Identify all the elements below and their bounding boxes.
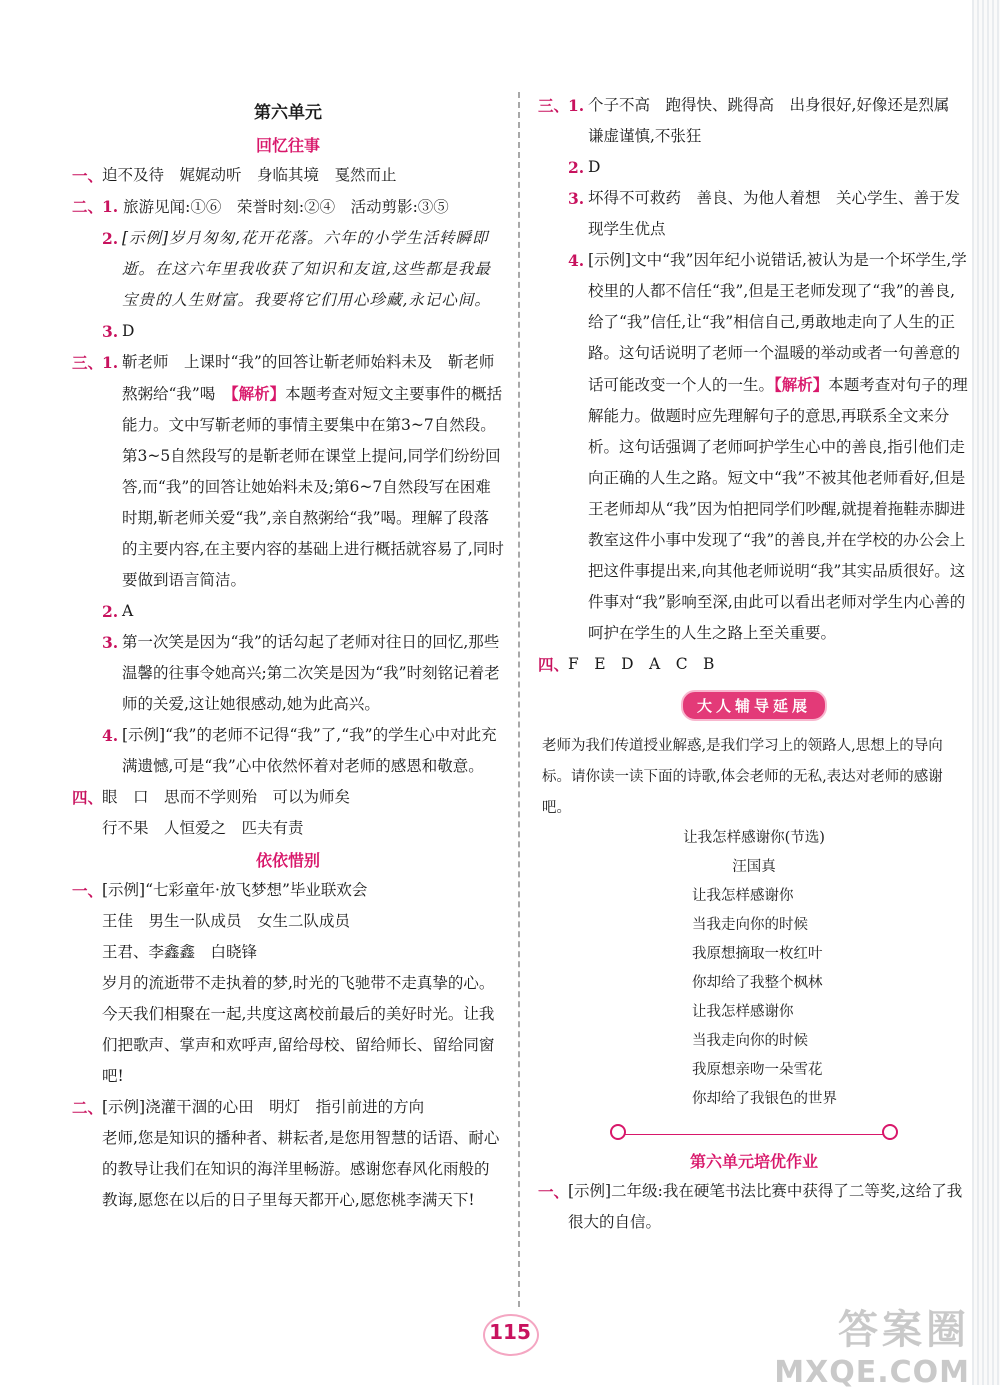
sub-number: 1. (102, 353, 119, 372)
answer-q2-1 (72, 191, 504, 223)
poem-line: 我原想摘取一枚红叶 (692, 946, 823, 962)
poem-line: 让我怎样感谢你 (692, 888, 794, 904)
answer-q3-4 (72, 720, 504, 782)
answer-text: D (122, 322, 135, 340)
question-label: 四、 (72, 788, 104, 807)
analysis-tag: 【解析】 (230, 384, 286, 403)
answer-r-q3-4 (538, 245, 970, 649)
answer-text: [示例]“我”的老师不记得“我”了,“我”的学生心中对此充满遗憾,可是“我”心中依然怀着对老师的感恩和敬意。 (122, 726, 497, 775)
answer-text: [示例]岁月匆匆,花开花落。六年的小学生活转瞬即逝。在这六年里我收获了知识和友谊,这些都是我最宝贵的人生财富。我要将它们用心珍藏,永记心间。 (122, 229, 491, 309)
answer-text: [示例]二年级:我在硬笔书法比赛中获得了二等奖,这给了我很大的自信。 (568, 1182, 963, 1231)
answer-q2-3 (72, 316, 504, 347)
sub-number: 4. (102, 726, 119, 745)
answer-line: [示例]“七彩童年·放飞梦想”毕业联欢会 (102, 881, 368, 899)
column-divider (518, 92, 520, 1307)
answer-text: F E D A C B (568, 655, 715, 673)
answer-text: 旅游见闻:①⑥ 荣誉时刻:②④ 活动剪影:③⑤ (123, 198, 449, 216)
extension-intro: 老师为我们传道授业解惑,是我们学习上的领路人,思想上的导向标。请你读一读下面的诗歌,体会老师的无私,表达对老师的感谢吧。 (542, 738, 943, 816)
sub-number: 1. (102, 197, 119, 216)
poem-line: 我原想亲吻一朵雪花 (692, 1062, 823, 1078)
answer-text (568, 245, 970, 649)
poem-line: 当我走向你的时候 (692, 1033, 808, 1049)
answer-text: 坏得不可救药 善良、为他人着想 关心学生、善于发现学生优点 (588, 189, 961, 238)
sub-number: 3. (102, 633, 119, 652)
sub-number: 3. (102, 322, 119, 341)
sub-number: 1. (568, 96, 585, 115)
watermark (774, 1298, 970, 1390)
right-column (538, 90, 970, 1238)
question-label: 四、 (538, 655, 570, 674)
answer-farewell-q2 (72, 1092, 504, 1216)
extension-box (538, 731, 970, 1135)
answer-paragraph: 岁月的流逝带不走执着的梦,时光的飞驰带不走真挚的心。今天我们相聚在一起,共度这离校前最后的美好时光。让我们把歌声、掌声和欢呼声,留给母校、留给师长、留给同窗吧! (102, 974, 495, 1085)
answer-q3-3 (72, 627, 504, 720)
answer-line: 王佳 男生一队成员 女生二队成员 (102, 912, 351, 930)
question-label: 二、 (72, 197, 104, 216)
answer-text: D (588, 158, 601, 176)
answer-text: 个子不高 跑得快、跳得高 出身很好,好像还是烈属 谦虚谨慎,不张狂 (588, 96, 965, 145)
sub-number: 2. (102, 602, 119, 621)
answer-text: 第一次笑是因为“我”的话勾起了老师对往日的回忆,那些温馨的往事令她高兴;第二次笑是因为“我”时刻铭记着老师的关爱,这让她很感动,她为此高兴。 (122, 633, 500, 713)
answer-q3-2 (72, 596, 504, 627)
question-label: 一、 (72, 166, 104, 185)
answer-q3-1 (72, 347, 504, 596)
poem-author: 汪国真 (732, 859, 776, 875)
answer-r-q3-1 (538, 90, 970, 152)
answer-paragraph: 老师,您是知识的播种者、耕耘者,是您用智慧的话语、耐心的教导让我们在知识的海洋里畅游。感谢您春风化雨般的教诲,愿您在以后的日子里每天都开心,愿您桃李满天下! (102, 1129, 500, 1209)
poem-title: 让我怎样感谢你(节选) (683, 830, 825, 846)
question-label: 三、 (538, 96, 570, 115)
answer-main: 靳老师 上课时“我”的回答让靳老师始料未及 靳老师熬粥给“我”喝 (122, 353, 495, 403)
answer-text: A (122, 602, 134, 620)
sub-number: 3. (568, 189, 585, 208)
section-title-memories: 回忆往事 (255, 136, 320, 155)
section-title-homework: 第六单元培优作业 (689, 1152, 818, 1171)
poem-line: 当我走向你的时候 (692, 917, 808, 933)
answer-line: 行不果 人恒爱之 匹夫有责 (102, 819, 304, 837)
page-edge-stripe (972, 0, 1000, 1385)
question-label: 三、 (72, 353, 104, 372)
answer-text (102, 347, 504, 596)
poem-line: 你却给了我整个枫林 (692, 975, 823, 991)
analysis-tag: 【解析】 (774, 375, 829, 394)
answer-line: 眼 口 思而不学则殆 可以为师矣 (102, 788, 351, 806)
unit-title: 第六单元 (254, 103, 322, 123)
extension-banner-label: 大人辅导延展 (681, 690, 827, 721)
answer-r-q3-3 (538, 183, 970, 245)
watermark-logo-text: 答案圈 (838, 1307, 970, 1353)
sub-number: 2. (568, 158, 585, 177)
watermark-url: MXQE.COM (774, 1355, 970, 1390)
answer-line: [示例]浇灌干涸的心田 明灯 指引前进的方向 (102, 1098, 425, 1116)
answer-main: [示例]文中“我”因年纪小说错话,被认为是一个坏学生,学校里的人都不信任“我”,但是王老师发现了“我”的善良,给了“我”信任,让“我”相信自己,勇敢地走向了人生的正路。这句话说明了老师一个温暖的举动或者一句善意的话可能改变一个人的一生。 (588, 251, 967, 394)
answer-q4 (72, 782, 504, 844)
question-label: 二、 (72, 1098, 104, 1117)
answer-q1 (72, 160, 504, 191)
answer-q2-2 (72, 223, 504, 316)
page-number: 115 (475, 1320, 545, 1344)
left-column (72, 90, 504, 1216)
answer-homework-q1 (538, 1176, 970, 1238)
sub-number: 4. (568, 251, 585, 270)
analysis-text: 本题考查对短文主要事件的概括能力。文中写靳老师的事情主要集中在第3~7自然段。第3~5自然段写的是靳老师在课堂上提问,同学们纷纷回答,而“我”的回答让她始料未及;第6~7自然段写在困难时期,靳老师关爱“我”,亲自熬粥给“我”喝。理解了段落的主要内容,在主要内容的基础上进行概括就容易了,同时要做到语言简洁。 (122, 385, 504, 589)
analysis-text: 本题考查对句子的理解能力。做题时应先理解句子的意思,再联系全文来分析。这句话强调了老师呵护学生心中的善良,指引他们走向正确的人生之路。短文中“我”不被其他老师看好,但是王老师却从“我”因为怕把同学们吵醒,就提着拖鞋赤脚进教室这件小事中发现了“我”的善良,并在学校的办公会上把这件事提出来,向其他老师说明“我”其实品质很好。这件事对“我”影响至深,由此可以看出老师对学生内心善的呵护在学生的人生之路上至关重要。 (588, 376, 968, 642)
answer-farewell-q1 (72, 875, 504, 1092)
question-label: 一、 (72, 881, 104, 900)
poem-line: 你却给了我银色的世界 (692, 1091, 837, 1107)
sub-number: 2. (102, 229, 119, 248)
extension-frame-ornament (624, 1120, 884, 1135)
question-label: 一、 (538, 1182, 570, 1201)
answer-text: 迫不及待 娓娓动听 身临其境 戛然而止 (102, 166, 397, 184)
section-title-farewell: 依依惜别 (255, 851, 320, 870)
extension-banner (538, 690, 970, 721)
answer-line: 王君、李鑫鑫 白晓锋 (102, 943, 258, 961)
poem-line: 让我怎样感谢你 (692, 1004, 794, 1020)
answer-r-q3-2 (538, 152, 970, 183)
answer-r-q4 (538, 649, 970, 680)
